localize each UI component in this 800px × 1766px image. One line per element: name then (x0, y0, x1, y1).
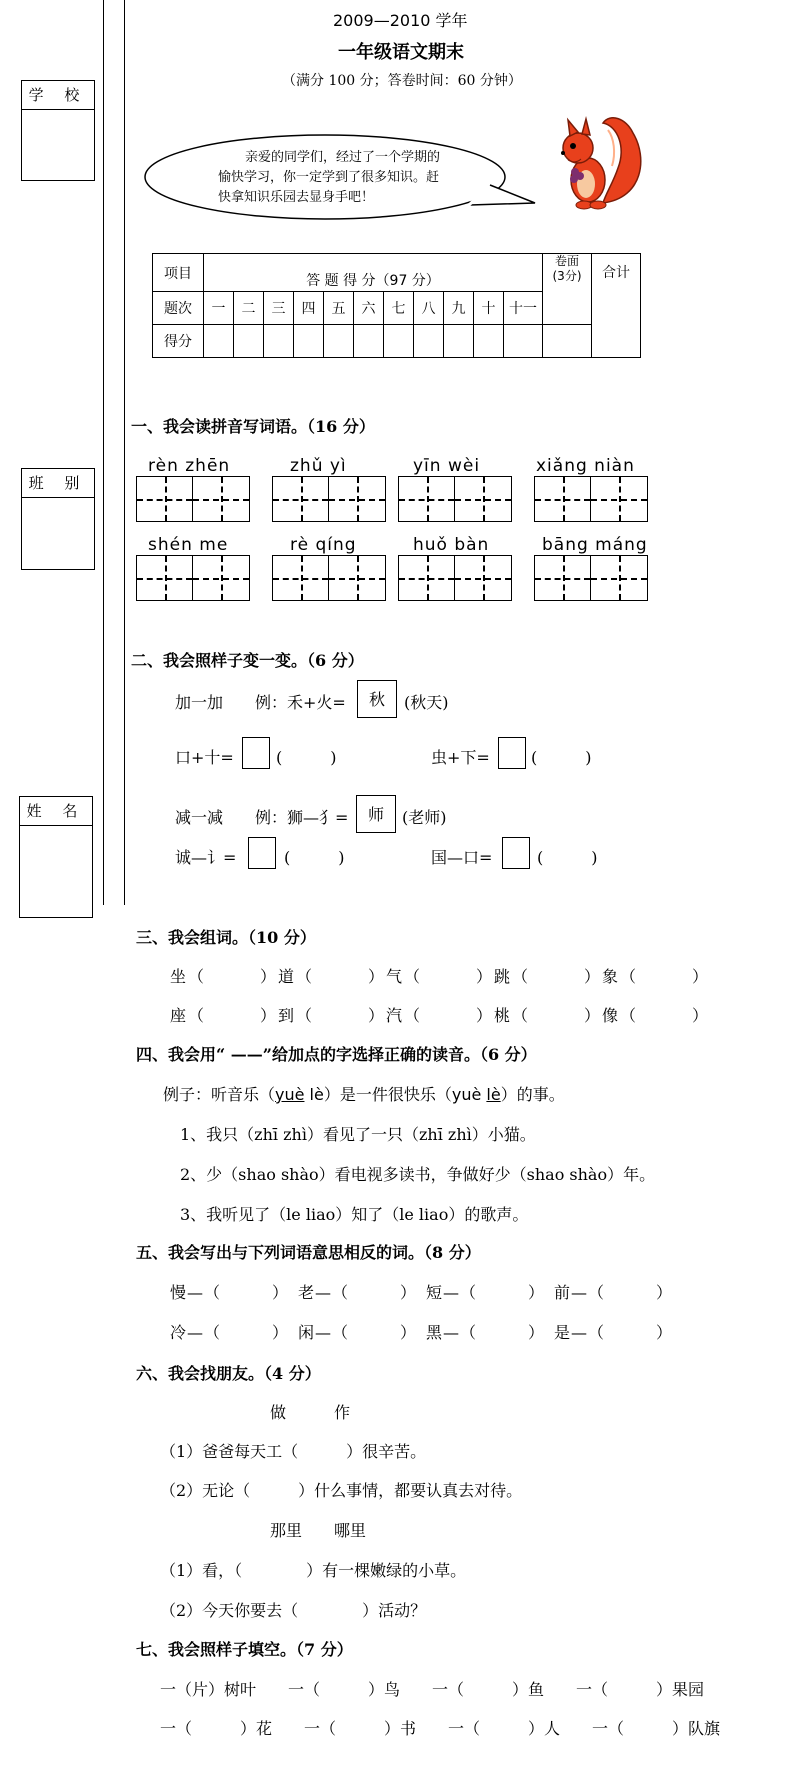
q4-example-underlined: yuè (275, 1085, 305, 1104)
q4-example (163, 1082, 565, 1105)
writing-grid[interactable] (272, 476, 386, 522)
q6-sentence-2: （2）无论（ ）什么事情，都要认真去对待。 (160, 1481, 523, 1500)
sub-example-word: (老师) (402, 808, 447, 827)
squirrel-icon (548, 108, 648, 216)
table-header-answer: 答 题 得 分（97 分） (204, 254, 543, 292)
answer-box[interactable] (502, 837, 530, 869)
neat-label: 卷面 (554, 254, 579, 268)
writing-grid[interactable] (398, 555, 512, 601)
pinyin-label: bāng máng (542, 535, 648, 555)
q4-example-underlined: lè (486, 1085, 501, 1104)
question-number: 五 (324, 292, 354, 325)
q7-row-2: 一（ ）花 一（ ）书 一（ ）人 一（ ）队旗 (160, 1719, 721, 1738)
writing-grid[interactable] (534, 476, 648, 522)
q4-example-text: ）的事。 (500, 1085, 565, 1104)
score-cell[interactable] (414, 325, 444, 358)
question-number: 六 (354, 292, 384, 325)
add-item-2: 虫+下= (431, 748, 490, 767)
score-cell[interactable] (474, 325, 504, 358)
class-box (21, 468, 95, 570)
exam-info: （满分 100 分；答卷时间：60 分钟） (282, 73, 522, 89)
school-box (21, 80, 95, 181)
add-item-1: 口+十= (175, 748, 234, 767)
q4-item-1: 1、我只（zhī zhì）看见了一只（zhī zhì）小猫。 (180, 1125, 536, 1144)
q6-sentence-3: （1）看，（ ）有一棵嫩绿的小草。 (160, 1561, 467, 1580)
q2-title: 二、我会照样子变一变。（6 分） (131, 651, 364, 670)
q3-row-1: 坐（ ）道（ ）气（ ）跳（ ）象（ ） (170, 967, 711, 986)
sub-example: 例：狮—犭= (255, 808, 349, 827)
score-cell[interactable] (384, 325, 414, 358)
binding-line-left (103, 0, 104, 905)
score-cell[interactable] (543, 325, 592, 358)
add-example-answer: 秋 (357, 680, 397, 718)
school-year: 2009—2010 学年 (333, 11, 468, 30)
question-number: 八 (414, 292, 444, 325)
binding-line-right (124, 0, 125, 905)
q3-row-2: 座（ ）到（ ）汽（ ）桃（ ）像（ ） (170, 1006, 711, 1025)
q6-sentence-1: （1）爸爸每天工（ ）很辛苦。 (160, 1442, 427, 1461)
q5-title: 五、我会写出与下列词语意思相反的词。（8 分） (136, 1243, 481, 1262)
q1-title: 一、我会读拼音写词语。（16 分） (131, 417, 375, 436)
q6-word-pair-1: 做 作 (270, 1403, 351, 1422)
q5-row-2: 冷—（ ） 闲—（ ） 黑—（ ） 是—（ ） (170, 1323, 674, 1342)
q4-example-text: lè）是一件很快乐（yuè (304, 1085, 487, 1104)
word-paren[interactable]: ( ) (284, 848, 345, 867)
table-header-total: 合计 (592, 254, 641, 358)
question-number: 十 (474, 292, 504, 325)
row-label-number: 题次 (153, 292, 204, 325)
pinyin-label: shén me (148, 535, 229, 555)
score-cell[interactable] (354, 325, 384, 358)
answer-box[interactable] (498, 737, 526, 769)
pinyin-label: rèn zhēn (148, 456, 231, 476)
q6-title: 六、我会找朋友。（4 分） (136, 1364, 321, 1383)
score-cell[interactable] (324, 325, 354, 358)
score-cell[interactable] (504, 325, 543, 358)
table-row-scores (153, 325, 641, 358)
sub-label: 减一减 (175, 808, 224, 827)
answer-box[interactable] (242, 737, 270, 769)
writing-grid[interactable] (272, 555, 386, 601)
score-table (152, 253, 641, 358)
writing-grid[interactable] (136, 476, 250, 522)
score-cell[interactable] (204, 325, 234, 358)
score-cell[interactable] (444, 325, 474, 358)
writing-grid[interactable] (136, 555, 250, 601)
add-example: 例：禾+火= (255, 693, 346, 712)
q7-row-1: 一（片）树叶 一（ ）鸟 一（ ）鱼 一（ ）果园 (160, 1680, 705, 1699)
pinyin-label: rè qíng (290, 535, 357, 555)
q6-word-pair-2: 那里 哪里 (270, 1521, 367, 1540)
q4-item-2: 2、少（shao shào）看电视多读书，争做好少（shao shào）年。 (180, 1165, 656, 1184)
pinyin-label: huǒ bàn (413, 535, 490, 555)
pinyin-label: yīn wèi (413, 456, 481, 476)
word-paren[interactable]: ( ) (276, 748, 337, 767)
table-header-neat (543, 254, 592, 325)
score-cell[interactable] (234, 325, 264, 358)
q4-title: 四、我会用“ ——”给加点的字选择正确的读音。（6 分） (136, 1045, 537, 1064)
add-label: 加一加 (175, 693, 224, 712)
question-number: 三 (264, 292, 294, 325)
sub-item-1: 诚—讠= (175, 848, 237, 867)
question-number: 十一 (504, 292, 543, 325)
q4-example-text: 例子：听音乐（ (163, 1085, 276, 1104)
table-header-item: 项目 (153, 254, 204, 292)
word-paren[interactable]: ( ) (531, 748, 592, 767)
page-title: 一年级语文期末 (338, 42, 464, 63)
writing-grid[interactable] (398, 476, 512, 522)
q6-sentence-4: （2）今天你要去（ ）活动？ (160, 1601, 427, 1620)
name-box (19, 796, 93, 918)
question-number: 七 (384, 292, 414, 325)
answer-box[interactable] (248, 837, 276, 869)
question-number: 一 (204, 292, 234, 325)
writing-grid[interactable] (534, 555, 648, 601)
neat-points: (3分) (552, 269, 582, 283)
question-number: 二 (234, 292, 264, 325)
add-example-word: (秋天) (404, 693, 449, 712)
pinyin-label: xiǎng niàn (536, 456, 635, 476)
bubble-line-3: 快拿知识乐园去显身手吧！ (218, 190, 375, 205)
pinyin-label: zhǔ yì (290, 456, 347, 476)
score-cell[interactable] (294, 325, 324, 358)
class-label: 班 别 (22, 469, 94, 498)
question-number: 四 (294, 292, 324, 325)
sub-item-2: 国—口= (431, 848, 493, 867)
bubble-line-2: 愉快学习，你一定学到了很多知识。赶 (218, 170, 440, 185)
q5-row-1: 慢—（ ） 老—（ ） 短—（ ） 前—（ ） (170, 1283, 674, 1302)
score-cell[interactable] (264, 325, 294, 358)
question-number: 九 (444, 292, 474, 325)
q7-title: 七、我会照样子填空。（7 分） (136, 1640, 353, 1659)
school-label: 学 校 (22, 81, 94, 110)
name-label: 姓 名 (20, 797, 92, 826)
sub-example-answer: 师 (356, 795, 396, 833)
row-label-score: 得分 (153, 325, 204, 358)
q3-title: 三、我会组词。（10 分） (136, 928, 316, 947)
word-paren[interactable]: ( ) (537, 848, 598, 867)
bubble-line-1: 亲爱的同学们，经过了一个学期的 (245, 150, 441, 165)
q4-item-3: 3、我听见了（le liao）知了（le liao）的歌声。 (180, 1205, 529, 1224)
